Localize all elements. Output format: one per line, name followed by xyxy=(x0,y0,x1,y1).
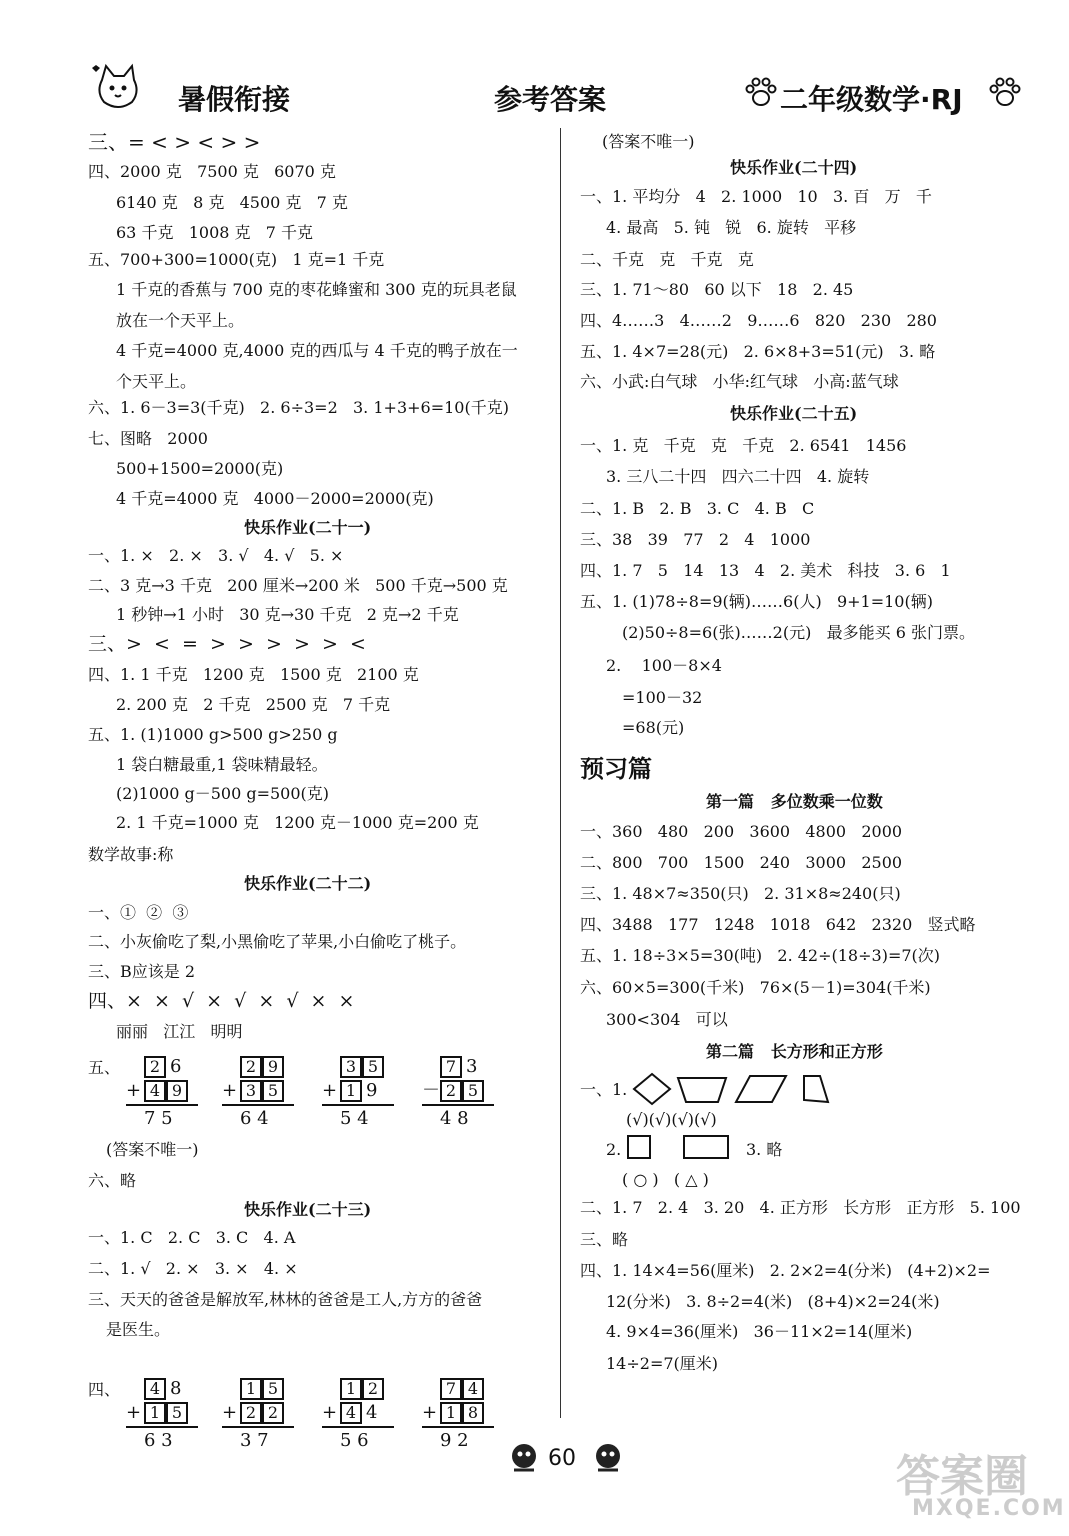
answer-box-digit: 2 xyxy=(262,1402,284,1424)
answer-box-digit: 4 xyxy=(462,1378,484,1400)
answer-line: 一、1. xyxy=(580,1080,628,1099)
answer-line: 四、3488 177 1248 1018 642 2320 竖式略 xyxy=(580,915,976,934)
answer-line: 四、4……3 4……2 9……6 820 230 280 xyxy=(580,311,937,330)
answer-line: 三、略 xyxy=(580,1230,629,1249)
answer-line: 1 秒钟→1 小时 30 克→30 千克 2 克→2 千克 xyxy=(116,605,459,624)
answer-line: 五、1. 18÷3×5=30(吨) 2. 42÷(18÷3)=7(次) xyxy=(580,946,941,965)
answer-line: 一、1. × 2. × 3. √ 4. √ 5. × xyxy=(88,546,344,565)
answer-line: 2. 1 千克=1000 克 1200 克－1000 克=200 克 xyxy=(116,813,479,832)
answer-line: 三、= < > < > > xyxy=(88,130,261,154)
answer-box-digit: 2 xyxy=(440,1080,462,1102)
vertical-arithmetic xyxy=(422,1378,502,1454)
watermark-url: MXQE.COM xyxy=(912,1496,1066,1521)
answer-line: 二、1. √ 2. × 3. × 4. × xyxy=(88,1259,298,1278)
answer-box-digit: 9 xyxy=(262,1056,284,1078)
sum-line xyxy=(322,1426,394,1428)
answer-line: 14÷2=7(厘米) xyxy=(606,1354,719,1373)
answer-line: 四、 xyxy=(88,1380,121,1399)
watermark-logo: 答案圈 xyxy=(896,1451,1028,1502)
column-divider xyxy=(560,128,561,1418)
vertical-arithmetic xyxy=(126,1378,206,1454)
square-shape-icon xyxy=(626,1134,652,1164)
section-heading: 第一篇 多位数乘一位数 xyxy=(706,792,883,811)
answer-box-digit: 2 xyxy=(144,1056,166,1078)
section-heading: 第二篇 长方形和正方形 xyxy=(706,1042,883,1061)
answer-line: 三、天天的爸爸是解放军,林林的爸爸是工人,方方的爸爸 xyxy=(88,1290,483,1309)
answer-line: 二、3 克→3 千克 200 厘米→200 米 500 千克→500 克 xyxy=(88,576,508,595)
answer-line: 六、1. 6－3=3(千克) 2. 6÷3=2 3. 1+3+6=10(千克) xyxy=(88,398,509,417)
answer-line: 500+1500=2000(克) xyxy=(116,459,284,478)
answer-line: 六、小武:白气球 小华:红气球 小高:蓝气球 xyxy=(580,372,899,391)
answer-line: 2. xyxy=(606,1140,622,1159)
answer-line: 六、略 xyxy=(88,1171,137,1190)
answer-line: 个天平上。 xyxy=(116,372,197,391)
answer-line: 三、38 39 77 2 4 1000 xyxy=(580,530,811,549)
answer-line: 12(分米) 3. 8÷2=4(米) (8+4)×2=24(米) xyxy=(606,1292,940,1311)
digit: + xyxy=(222,1402,238,1423)
answer-box-digit: 2 xyxy=(362,1378,384,1400)
answer-line: 四、2000 克 7500 克 6070 克 xyxy=(88,162,336,181)
answer-box-digit: 3 xyxy=(240,1080,262,1102)
answer-line: 五、1. (1)78÷8=9(辆)……6(人) 9+1=10(辆) xyxy=(580,592,933,611)
answer-key-title: 参考答案 xyxy=(494,83,607,116)
vertical-arithmetic xyxy=(222,1378,302,1454)
answer-box-digit: 1 xyxy=(440,1402,462,1424)
digit: 9 xyxy=(366,1080,378,1101)
sum-result: 6 4 xyxy=(240,1108,269,1129)
sum-result: 4 8 xyxy=(440,1108,469,1129)
cartoon-left-icon xyxy=(506,1440,542,1480)
answer-line: ( ○ ) ( △ ) xyxy=(622,1170,709,1189)
answer-line: 6140 克 8 克 4500 克 7 克 xyxy=(116,193,348,212)
answer-line: 七、图略 2000 xyxy=(88,429,208,448)
vertical-arithmetic xyxy=(322,1056,402,1132)
answer-line: 2. 100－8×4 xyxy=(606,656,722,675)
digit: 8 xyxy=(170,1378,182,1399)
sum-line xyxy=(422,1104,494,1106)
book-series-title: 暑假衔接 xyxy=(178,83,291,116)
answer-line: 300<304 可以 xyxy=(606,1010,728,1029)
page-number: 60 xyxy=(548,1446,576,1471)
parallelogram-shape-icon xyxy=(734,1074,788,1108)
vertical-arithmetic xyxy=(126,1056,206,1132)
section-heading: 快乐作业(二十五) xyxy=(730,404,858,423)
section-heading: 快乐作业(二十四) xyxy=(730,158,858,177)
answer-line: (2)1000 g－500 g=500(克) xyxy=(116,784,330,803)
answer-box-digit: 7 xyxy=(440,1056,462,1078)
sum-line xyxy=(322,1104,394,1106)
answer-box-digit: 9 xyxy=(166,1080,188,1102)
digit: + xyxy=(322,1080,338,1101)
answer-line: 3. 略 xyxy=(746,1140,783,1159)
answer-line: 二、1. B 2. B 3. C 4. B C xyxy=(580,499,815,518)
answer-line: 六、60×5=300(千米) 76×(5－1)=304(千米) xyxy=(580,978,931,997)
answer-line: 4. 9×4=36(厘米) 36－11×2=14(厘米) xyxy=(606,1322,913,1341)
answer-line: (2)50÷8=6(张)……2(元) 最多能买 6 张门票。 xyxy=(622,623,975,642)
grade-subject-title: 二年级数学·RJ xyxy=(780,83,963,116)
digit: 4 xyxy=(366,1402,378,1423)
answer-line: (答案不唯一) xyxy=(106,1140,199,1159)
preview-section-title: 预习篇 xyxy=(580,755,652,783)
trapezoid-shape-icon xyxy=(676,1074,728,1108)
answer-line: (√)(√)(√)(√) xyxy=(626,1110,717,1129)
answer-line: 二、800 700 1500 240 3000 2500 xyxy=(580,853,903,872)
rectangle-shape-icon xyxy=(682,1134,730,1164)
digit: 3 xyxy=(466,1056,478,1077)
answer-box-digit: 7 xyxy=(440,1378,462,1400)
answer-line: 2. 200 克 2 千克 2500 克 7 千克 xyxy=(116,695,391,714)
answer-box-digit: 5 xyxy=(362,1056,384,1078)
answer-line: 三、1. 48×7≈350(只) 2. 31×8≈240(只) xyxy=(580,884,901,903)
answer-line: 二、千克 克 千克 克 xyxy=(580,250,754,269)
digit: + xyxy=(126,1080,142,1101)
answer-line: 一、1. C 2. C 3. C 4. A xyxy=(88,1228,296,1247)
quadrilateral-shape-icon xyxy=(800,1072,830,1108)
answer-box-digit: 4 xyxy=(340,1402,362,1424)
answer-box-digit: 1 xyxy=(340,1378,362,1400)
answer-box-digit: 5 xyxy=(166,1402,188,1424)
answer-box-digit: 2 xyxy=(240,1056,262,1078)
answer-box-digit: 5 xyxy=(262,1080,284,1102)
answer-line: =68(元) xyxy=(622,718,685,737)
answer-line: 五、1. 4×7=28(元) 2. 6×8+3=51(元) 3. 略 xyxy=(580,342,936,361)
answer-line: (答案不唯一) xyxy=(602,132,695,151)
sum-result: 5 6 xyxy=(340,1430,369,1451)
answer-box-digit: 1 xyxy=(340,1080,362,1102)
answer-line: 丽丽 江江 明明 xyxy=(116,1022,243,1041)
section-heading: 快乐作业(二十三) xyxy=(244,1200,372,1219)
answer-line: 3. 三八二十四 四六二十四 4. 旋转 xyxy=(606,467,870,486)
sum-line xyxy=(126,1426,198,1428)
answer-line: 四、1. 1 千克 1200 克 1500 克 2100 克 xyxy=(88,665,419,684)
sum-result: 3 7 xyxy=(240,1430,269,1451)
answer-line: 三、B应该是 2 xyxy=(88,962,196,981)
answer-line: 二、小灰偷吃了梨,小黑偷吃了苹果,小白偷吃了桃子。 xyxy=(88,932,467,951)
answer-box-digit: 2 xyxy=(240,1402,262,1424)
answer-box-digit: 4 xyxy=(144,1378,166,1400)
answer-line: 数学故事:称 xyxy=(88,845,174,864)
vertical-arithmetic xyxy=(222,1056,302,1132)
answer-box-digit: 5 xyxy=(262,1378,284,1400)
section-heading: 快乐作业(二十一) xyxy=(244,518,372,537)
digit: － xyxy=(422,1080,440,1101)
paw-right-icon xyxy=(988,76,1022,114)
answer-line: 三、1. 71～80 60 以下 18 2. 45 xyxy=(580,280,854,299)
answer-line: 二、1. 7 2. 4 3. 20 4. 正方形 长方形 正方形 5. 100 xyxy=(580,1198,1021,1217)
digit: + xyxy=(126,1402,142,1423)
digit: + xyxy=(422,1402,438,1423)
answer-line: 一、1. 克 千克 克 千克 2. 6541 1456 xyxy=(580,436,907,455)
sum-result: 7 5 xyxy=(144,1108,173,1129)
sum-line xyxy=(422,1426,494,1428)
sum-line xyxy=(222,1104,294,1106)
answer-box-digit: 4 xyxy=(144,1080,166,1102)
diamond-shape-icon xyxy=(632,1072,672,1110)
answer-box-digit: 1 xyxy=(240,1378,262,1400)
sum-line xyxy=(126,1104,198,1106)
answer-line: 放在一个天平上。 xyxy=(116,311,245,330)
sum-result: 9 2 xyxy=(440,1430,469,1451)
answer-line: =100－32 xyxy=(622,688,703,707)
digit: + xyxy=(222,1080,238,1101)
answer-line: 三、> < = > > > > > < xyxy=(88,633,366,655)
answer-line: 五、 xyxy=(88,1058,121,1077)
answer-line: 四、× × √ × √ × √ × × xyxy=(88,990,355,1012)
answer-line: 四、1. 7 5 14 13 4 2. 美术 科技 3. 6 1 xyxy=(580,561,951,580)
answer-box-digit: 3 xyxy=(340,1056,362,1078)
digit: + xyxy=(322,1402,338,1423)
answer-box-digit: 8 xyxy=(462,1402,484,1424)
answer-line: 1 袋白糖最重,1 袋味精最轻。 xyxy=(116,755,328,774)
answer-line: 4 千克=4000 克 4000－2000=2000(克) xyxy=(116,489,434,508)
answer-line: 63 千克 1008 克 7 千克 xyxy=(116,223,314,242)
answer-line: 1 千克的香蕉与 700 克的枣花蜂蜜和 300 克的玩具老鼠 xyxy=(116,280,517,299)
answer-line: 四、1. 14×4=56(厘米) 2. 2×2=4(分米) (4+2)×2= xyxy=(580,1261,991,1280)
answer-line: 五、1. (1)1000 g>500 g>250 g xyxy=(88,725,338,744)
digit: 6 xyxy=(170,1056,182,1077)
sum-line xyxy=(222,1426,294,1428)
answer-line: 是医生。 xyxy=(106,1320,171,1339)
answer-line: 一、1. 平均分 4 2. 1000 10 3. 百 万 千 xyxy=(580,187,932,206)
answer-line: 五、700+300=1000(克) 1 克=1 千克 xyxy=(88,250,385,269)
answer-line: 4. 最高 5. 钝 锐 6. 旋转 平移 xyxy=(606,218,857,237)
sum-result: 5 4 xyxy=(340,1108,369,1129)
answer-line: 一、360 480 200 3600 4800 2000 xyxy=(580,822,903,841)
sum-result: 6 3 xyxy=(144,1430,173,1451)
section-heading: 快乐作业(二十二) xyxy=(244,874,372,893)
cartoon-right-icon xyxy=(590,1440,626,1480)
answer-line: 一、① ② ③ xyxy=(88,903,189,922)
vertical-arithmetic xyxy=(322,1378,402,1454)
answer-box-digit: 5 xyxy=(462,1080,484,1102)
cat-logo-icon xyxy=(88,58,148,118)
paw-left-icon xyxy=(744,76,778,114)
answer-box-digit: 1 xyxy=(144,1402,166,1424)
vertical-arithmetic xyxy=(422,1056,502,1132)
answer-line: 4 千克=4000 克,4000 克的西瓜与 4 千克的鸭子放在一 xyxy=(116,341,518,360)
